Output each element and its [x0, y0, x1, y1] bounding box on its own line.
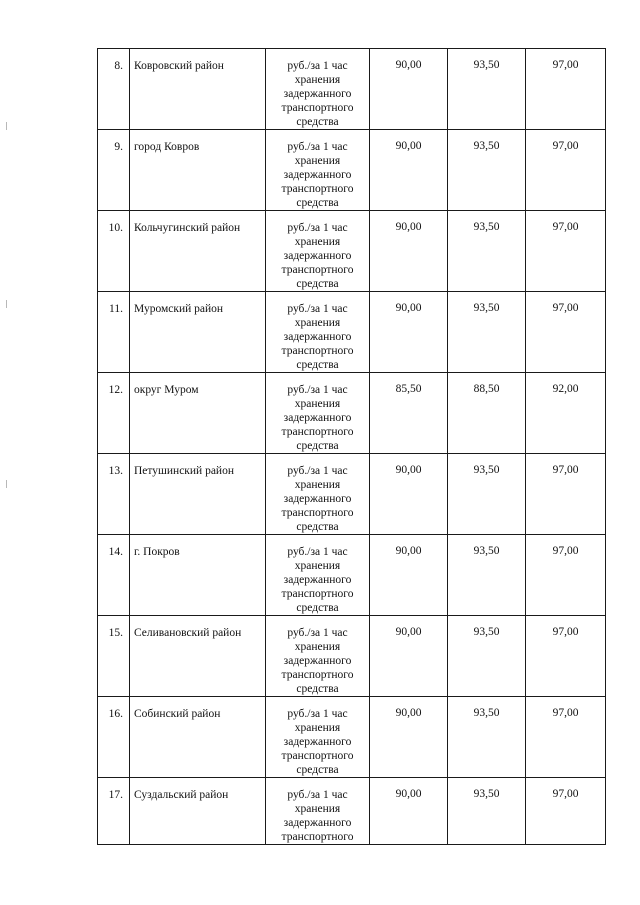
district-name-cell: г. Покров	[130, 535, 266, 616]
unit-line: задержанного	[283, 655, 352, 667]
unit-line: руб./за 1 час	[287, 141, 348, 153]
unit-line: руб./за 1 час	[287, 384, 348, 396]
district-name-cell: Селивановский район	[130, 616, 266, 697]
price-cell-2: 93,50	[448, 697, 526, 778]
tariff-table-body	[98, 49, 606, 845]
price-cell-2: 88,50	[448, 373, 526, 454]
table-row	[98, 778, 606, 845]
unit-line: средства	[296, 521, 339, 533]
price-cell-3: 97,00	[526, 778, 606, 845]
unit-line: задержанного	[283, 574, 352, 586]
unit-cell	[266, 454, 370, 535]
row-number-cell: 15.	[98, 616, 130, 697]
row-number-cell: 11.	[98, 292, 130, 373]
district-name-cell: Ковровский район	[130, 49, 266, 130]
unit-cell	[266, 535, 370, 616]
unit-line: транспортного	[281, 264, 354, 276]
unit-line: задержанного	[283, 412, 352, 424]
unit-line: задержанного	[283, 250, 352, 262]
price-cell-2: 93,50	[448, 211, 526, 292]
unit-cell	[266, 373, 370, 454]
unit-line: транспортного	[281, 831, 354, 843]
unit-line: задержанного	[283, 493, 352, 505]
price-cell-3: 97,00	[526, 292, 606, 373]
unit-line: средства	[296, 440, 339, 452]
price-cell-2: 93,50	[448, 778, 526, 845]
row-number-cell: 16.	[98, 697, 130, 778]
price-cell-2: 93,50	[448, 130, 526, 211]
row-number-cell: 10.	[98, 211, 130, 292]
row-number-cell: 14.	[98, 535, 130, 616]
unit-line: руб./за 1 час	[287, 465, 348, 477]
unit-line: задержанного	[283, 88, 352, 100]
unit-cell	[266, 211, 370, 292]
price-cell-3: 97,00	[526, 454, 606, 535]
price-cell-1: 90,00	[370, 211, 448, 292]
table-row	[98, 535, 606, 616]
unit-cell	[266, 778, 370, 845]
unit-line: хранения	[294, 560, 341, 572]
unit-line: транспортного	[281, 183, 354, 195]
unit-line: задержанного	[283, 169, 352, 181]
scan-artifact	[6, 122, 7, 130]
price-cell-3: 97,00	[526, 49, 606, 130]
unit-line: транспортного	[281, 426, 354, 438]
unit-line: хранения	[294, 74, 341, 86]
price-cell-2: 93,50	[448, 616, 526, 697]
unit-line: средства	[296, 197, 339, 209]
unit-cell	[266, 292, 370, 373]
price-cell-1: 90,00	[370, 778, 448, 845]
price-cell-3: 97,00	[526, 211, 606, 292]
unit-line: транспортного	[281, 345, 354, 357]
price-cell-1: 90,00	[370, 130, 448, 211]
unit-line: средства	[296, 278, 339, 290]
table-row	[98, 697, 606, 778]
district-name-cell: Петушинский район	[130, 454, 266, 535]
unit-cell	[266, 616, 370, 697]
table-row	[98, 616, 606, 697]
unit-line: средства	[296, 359, 339, 371]
unit-line: транспортного	[281, 750, 354, 762]
price-cell-1: 90,00	[370, 49, 448, 130]
row-number-cell: 17.	[98, 778, 130, 845]
unit-line: руб./за 1 час	[287, 789, 348, 801]
unit-line: задержанного	[283, 331, 352, 343]
unit-line: руб./за 1 час	[287, 222, 348, 234]
district-name-cell: Суздальский район	[130, 778, 266, 845]
unit-line: транспортного	[281, 588, 354, 600]
price-cell-2: 93,50	[448, 454, 526, 535]
district-name-cell: Муромский район	[130, 292, 266, 373]
unit-line: транспортного	[281, 102, 354, 114]
price-cell-2: 93,50	[448, 49, 526, 130]
district-name-cell: Собинский район	[130, 697, 266, 778]
unit-line: хранения	[294, 236, 341, 248]
unit-line: транспортного	[281, 669, 354, 681]
price-cell-2: 93,50	[448, 535, 526, 616]
table-row	[98, 292, 606, 373]
unit-line: руб./за 1 час	[287, 627, 348, 639]
price-cell-1: 90,00	[370, 292, 448, 373]
table-row	[98, 49, 606, 130]
district-name-cell: город Ковров	[130, 130, 266, 211]
unit-line: руб./за 1 час	[287, 60, 348, 72]
unit-line: задержанного	[283, 736, 352, 748]
unit-cell	[266, 49, 370, 130]
unit-line: хранения	[294, 317, 341, 329]
price-cell-3: 92,00	[526, 373, 606, 454]
price-cell-1: 85,50	[370, 373, 448, 454]
unit-line: средства	[296, 602, 339, 614]
price-cell-1: 90,00	[370, 535, 448, 616]
unit-line: хранения	[294, 803, 341, 815]
table-row	[98, 454, 606, 535]
unit-cell	[266, 697, 370, 778]
price-cell-3: 97,00	[526, 697, 606, 778]
tariff-table	[97, 48, 606, 845]
price-cell-1: 90,00	[370, 616, 448, 697]
price-cell-1: 90,00	[370, 454, 448, 535]
unit-line: задержанного	[283, 817, 352, 829]
scan-artifact	[6, 480, 7, 488]
price-cell-2: 93,50	[448, 292, 526, 373]
price-cell-3: 97,00	[526, 535, 606, 616]
unit-line: транспортного	[281, 507, 354, 519]
unit-line: хранения	[294, 722, 341, 734]
district-name-cell: округ Муром	[130, 373, 266, 454]
price-cell-3: 97,00	[526, 616, 606, 697]
price-cell-1: 90,00	[370, 697, 448, 778]
district-name-cell: Кольчугинский район	[130, 211, 266, 292]
row-number-cell: 9.	[98, 130, 130, 211]
unit-line: хранения	[294, 641, 341, 653]
unit-line: руб./за 1 час	[287, 303, 348, 315]
row-number-cell: 8.	[98, 49, 130, 130]
table-row	[98, 130, 606, 211]
unit-line: средства	[296, 764, 339, 776]
unit-cell	[266, 130, 370, 211]
row-number-cell: 12.	[98, 373, 130, 454]
unit-line: средства	[296, 683, 339, 695]
unit-line: хранения	[294, 398, 341, 410]
price-cell-3: 97,00	[526, 130, 606, 211]
scan-artifact	[6, 300, 7, 308]
unit-line: руб./за 1 час	[287, 546, 348, 558]
unit-line: средства	[296, 116, 339, 128]
table-row	[98, 373, 606, 454]
table-row	[98, 211, 606, 292]
unit-line: руб./за 1 час	[287, 708, 348, 720]
unit-line: хранения	[294, 479, 341, 491]
unit-line: хранения	[294, 155, 341, 167]
row-number-cell: 13.	[98, 454, 130, 535]
